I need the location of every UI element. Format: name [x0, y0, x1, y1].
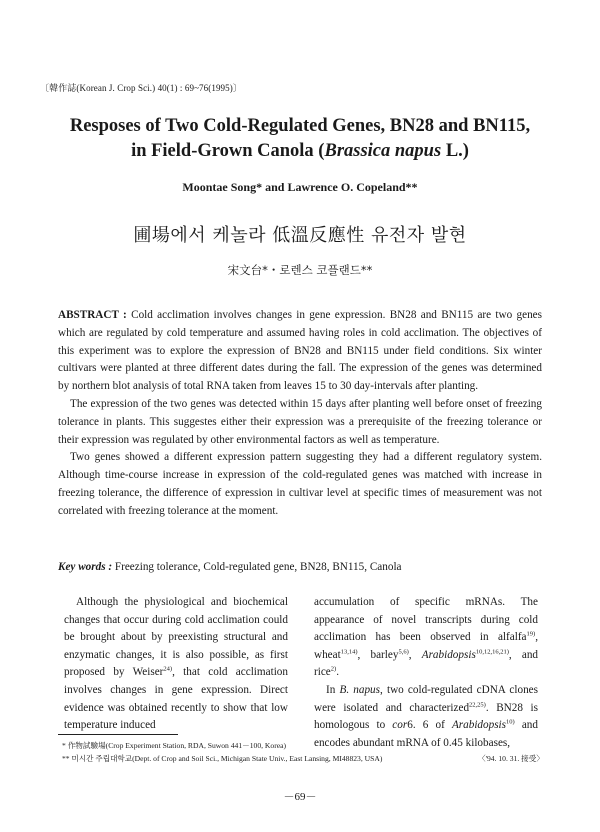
abstract-paragraph-2: The expression of the two genes was detected within 15 days after planting well before onset of freezing tolerance in plants. This suggestes either their expression was a prerequisite of the freezing tolerance or their expression was regulated by other environmental factors as well as temperature.: [58, 397, 542, 446]
received-date: 〈'94. 10. 31. 接受〉: [478, 754, 544, 763]
keywords: Key words : Freezing tolerance, Cold-regulated gene, BN28, BN115, Canola: [58, 561, 402, 573]
footnote-affiliation-2: ** 미시간 주립대학교(Dept. of Crop and Soil Sci., Michigan State Univ., East Lansing, MI48823, USA): [62, 754, 383, 763]
abstract-paragraph-1: ABSTRACT : Cold acclimation involves changes in gene expression. BN28 and BN115 are two genes which are regulated by cold temperature and assumed having roles in cold acclimation. The objectives of this experiment was to explore the expression of BN28 and BN115 under field conditions. Six winter cultivars were planted at three different dates during the fall. The expression of the genes was determined by northern blot analysis of total RNA taken from leaves 15 to 30 day-intervals after planting.: [58, 309, 542, 393]
paper-authors: Moontae Song* and Lawrence O. Copeland**: [182, 180, 418, 194]
abstract-paragraph-3: Two genes showed a different expression pattern suggesting they had a different regulatory system. Although time-course increase in expression of the cold-regulated genes was matched with increase in freezing tolerance, the difference of expression in cultivar level at specific times of measurement was not correlated with freezing tolerance at the moment.: [58, 451, 542, 517]
keywords-label: Key words :: [58, 561, 113, 573]
body-paragraph-continued: accumulation of specific mRNAs. The appearance of novel transcripts during cold acclimation has been observed in alfalfa$^{19)}$, wheat$^{13,14)}$, barley$^{5,6)}$, Arabidopsis$^{10,12,16,21)}$, and rice$^{2)}$.: [314, 596, 539, 679]
journal-header: 〔韓作誌(Korean J. Crop Sci.) 40(1) : 69~76(1995)〕: [40, 83, 242, 93]
body-column-left: [64, 594, 288, 735]
body-paragraph: Although the physiological and biochemical changes that occur during cold acclimation could be brought about by preexisting structural and enzymatic changes, it is also possible, as first proposed by Weiser$^{24)}$, that cold acclimation involves changes in gene expression. Direct evidence was obtained recently to show that low temperature induced: [64, 596, 288, 732]
page-number: －69－: [283, 791, 317, 803]
footnote-divider: [58, 734, 178, 735]
abstract-label: ABSTRACT :: [58, 309, 127, 321]
footnote-affiliation-1: * 作物試驗場(Crop Experiment Station, RDA, Suwon 441－100, Korea): [62, 741, 286, 750]
abstract: [58, 307, 542, 521]
korean-authors: 宋文台*・로렌스 코플랜드**: [227, 263, 373, 277]
korean-title: 圃場에서 케놀라 低溫反應性 유전자 발현: [133, 225, 467, 246]
body-paragraph: In B. napus, two cold-regulated cDNA clones were isolated and characterized$^{22,25)}$. BN28 is homologous to cor6. 6 of Arabidopsis$^{10)}$ and encodes abundant mRNA of 0.45 kilobases,: [314, 683, 539, 749]
paper-title-line1: Resposes of Two Cold-Regulated Genes, BN28 and BN115,: [69, 116, 531, 136]
body-column-right: [314, 594, 538, 752]
paper-title-line2: in Field-Grown Canola (Brassica napus L.): [131, 141, 469, 161]
